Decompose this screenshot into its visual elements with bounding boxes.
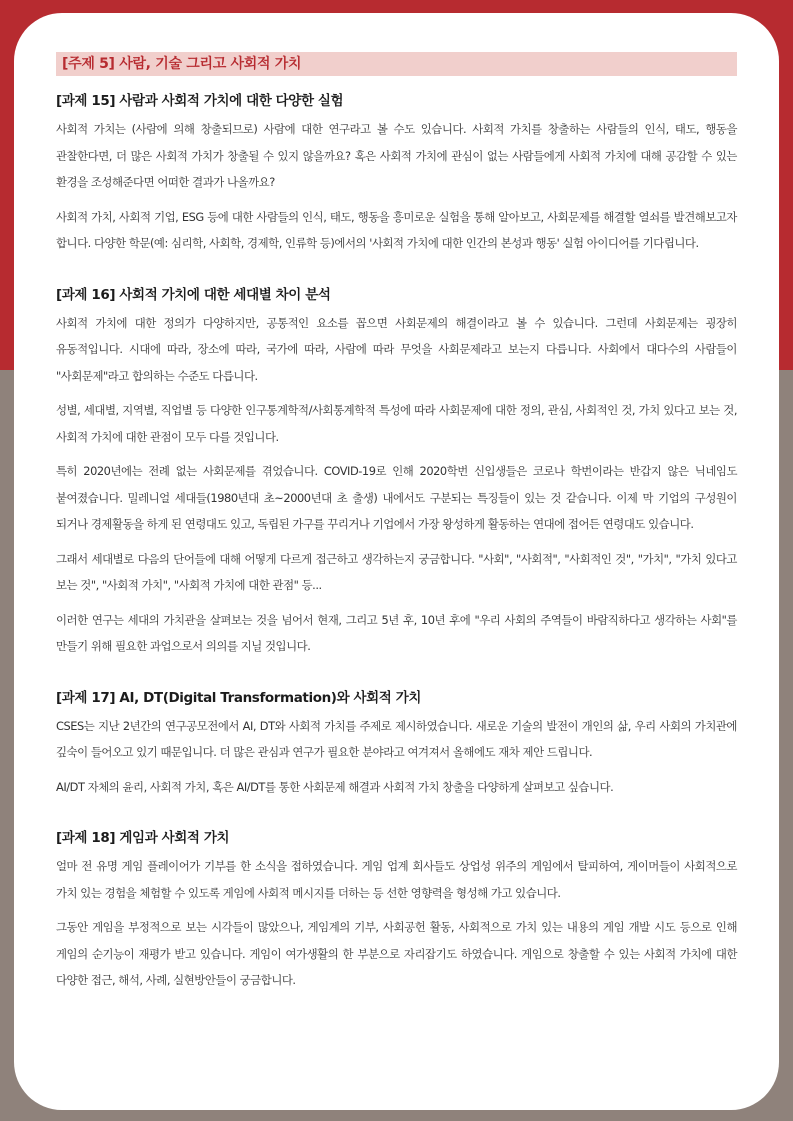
section-title: [과제 17] AI, DT(Digital Transformation)와 사회적 가치	[56, 689, 422, 706]
paragraph: 이러한 연구는 세대의 가치관을 살펴보는 것을 넘어서 현재, 그리고 5년 후, 10년 후에 "우리 사회의 주역들이 바람직하다고 생각하는 사회"를 만들기 위해 필요한 과업으로서 의의를 지닐 것입니다.	[56, 612, 737, 653]
paragraph: 사회적 가치, 사회적 기업, ESG 등에 대한 사람들의 인식, 태도, 행동을 흥미로운 실험을 통해 알아보고, 사회문제를 해결할 열쇠를 발견해보고자 합니다. 다양한 학문(예: 심리학, 사회학, 경제학, 인류학 등)에서의 '사회적 가치에 대한 인간의 본성과 행동' 실험 아이디어를 기다립니다.	[56, 209, 737, 250]
section-title: [과제 15] 사람과 사회적 가치에 대한 다양한 실험	[56, 93, 344, 109]
topic-banner: [주제 5] 사람, 기술 그리고 사회적 가치	[56, 52, 737, 76]
paragraph: 특히 2020년에는 전례 없는 사회문제를 겪었습니다. COVID-19로 인해 2020학번 신입생들은 코로나 학번이라는 반갑지 않은 닉네임도 붙여졌습니다. 밀레니얼 세대들(1980년대 초~2000년대 초 출생) 내에서도 구분되는 특징들이 있는 것 같습니다. 이제 막 기업의 구성원이 되거나 경제활동을 하게 된 연령대도 있고, 독립된 가구를 꾸리거나 기업에서 가장 왕성하게 활동하는 연대에 접어든 연령대도 있습니다.	[56, 464, 737, 531]
section-task-15	[56, 91, 737, 257]
paragraph: 얼마 전 유명 게임 플레이어가 기부를 한 소식을 접하였습니다. 게임 업계 회사들도 상업성 위주의 게임에서 탈피하여, 게이머들이 사회적으로 가치 있는 경험을 체험할 수 있도록 게임에 사회적 메시지를 더하는 등 선한 영향력을 형성해 가고 있습니다.	[56, 859, 737, 900]
paragraph: AI/DT 자체의 윤리, 사회적 가치, 혹은 AI/DT를 통한 사회문제 해결과 사회적 가치 창출을 다양하게 살펴보고 싶습니다.	[56, 779, 614, 794]
section-title: [과제 18] 게임과 사회적 가치	[56, 830, 230, 846]
section-task-17	[56, 688, 737, 801]
section-task-18	[56, 828, 737, 994]
section-task-16	[56, 285, 737, 660]
section-title: [과제 16] 사회적 가치에 대한 세대별 차이 분석	[56, 286, 331, 303]
paragraph: 사회적 가치는 (사람에 의해 창출되므로) 사람에 대한 연구라고 볼 수도 있습니다. 사회적 가치를 창출하는 사람들의 인식, 태도, 행동을 관찰한다면, 더 많은 사회적 가치가 창출될 수 있지 않을까요? 혹은 사회적 가치에 관심이 없는 사람들에게 사회적 가치에 대해 공감할 수 있는 환경을 조성해준다면 어떠한 결과가 나올까요?	[56, 122, 737, 189]
paragraph: 그동안 게임을 부정적으로 보는 시각들이 많았으나, 게임계의 기부, 사회공헌 활동, 사회적으로 가치 있는 내용의 게임 개발 시도 등으로 인해 게임의 순기능이 재평가 받고 있습니다. 게임이 여가생활의 한 부분으로 자리잡기도 하였습니다. 게임으로 창출할 수 있는 사회적 가치에 대한 다양한 접근, 해석, 사례, 실현방안들이 궁금합니다.	[56, 920, 737, 987]
paragraph: 사회적 가치에 대한 정의가 다양하지만, 공통적인 요소를 꼽으면 사회문제의 해결이라고 볼 수 있습니다. 그런데 사회문제는 굉장히 유동적입니다. 시대에 따라, 장소에 따라, 국가에 따라, 사람에 따라 무엇을 사회문제라고 보는지 다릅니다. 사회에서 대다수의 사람들이 "사회문제"라고 합의하는 수준도 다릅니다.	[56, 315, 737, 383]
paragraph: 그래서 세대별로 다음의 단어들에 대해 어떻게 다르게 접근하고 생각하는지 궁금합니다. "사회", "사회적", "사회적인 것", "가치", "가치 있다고 보는 것", "사회적 가치", "사회적 가치에 대한 관점" 등...	[56, 551, 737, 592]
paragraph: CSES는 지난 2년간의 연구공모전에서 AI, DT와 사회적 가치를 주제로 제시하였습니다. 새로운 기술의 발전이 개인의 삶, 우리 사회의 가치관에 깊숙이 들어오고 있기 때문입니다. 더 많은 관심과 연구가 필요한 분야라고 여겨져서 올해에도 재차 제안 드립니다.	[56, 718, 737, 759]
paragraph: 성별, 세대별, 지역별, 직업별 등 다양한 인구통계학적/사회통계학적 특성에 따라 사회문제에 대한 정의, 관심, 사회적인 것, 가치 있다고 보는 것, 사회적 가치에 대한 관점이 모두 다를 것입니다.	[56, 403, 737, 444]
document-page	[14, 13, 779, 1110]
